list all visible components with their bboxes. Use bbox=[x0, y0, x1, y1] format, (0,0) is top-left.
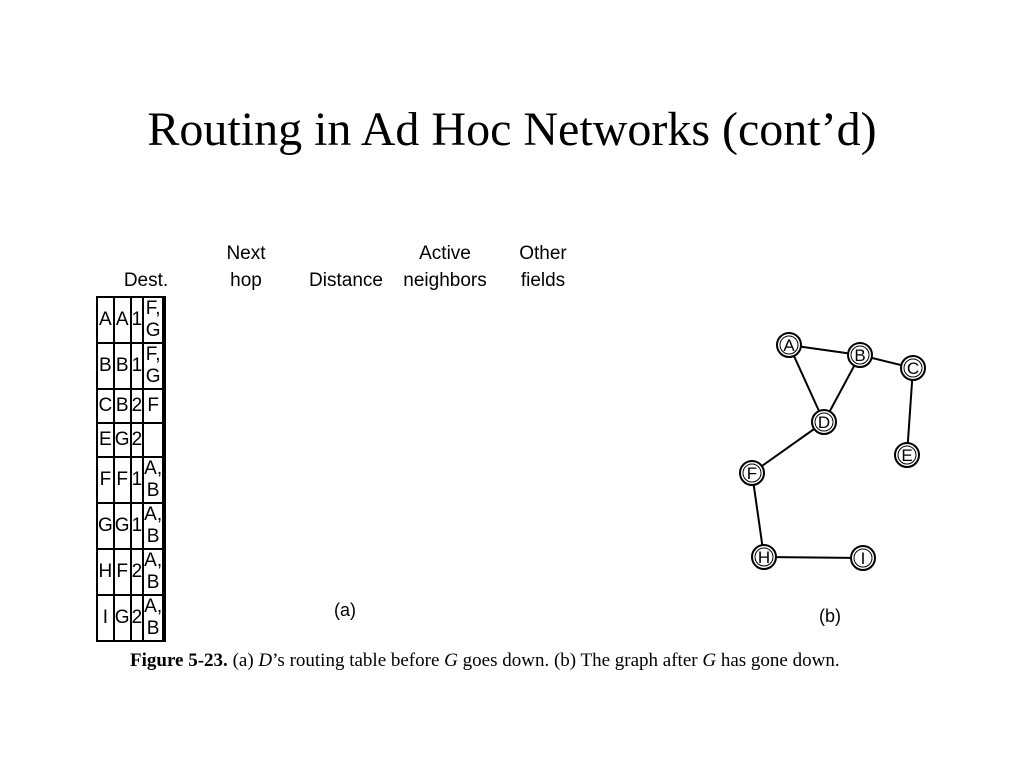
caption-text: goes down. (b) The graph after bbox=[457, 650, 703, 671]
table-cell: 2 bbox=[131, 595, 144, 641]
caption-node-g: G bbox=[702, 650, 717, 671]
table-cell: G bbox=[114, 595, 131, 641]
table-cell: B bbox=[97, 343, 114, 389]
figure-caption bbox=[130, 648, 920, 674]
table-row bbox=[97, 389, 165, 423]
table-cell: F, G bbox=[143, 343, 163, 389]
table-cell: B bbox=[114, 389, 131, 423]
table-cell: G bbox=[114, 503, 131, 549]
table-row bbox=[97, 549, 165, 595]
table-cell: G bbox=[114, 423, 131, 457]
table-row bbox=[97, 457, 165, 503]
table-cell: C bbox=[97, 389, 114, 423]
subfigure-b-caption: (b) bbox=[819, 606, 841, 626]
table-cell bbox=[163, 423, 165, 457]
graph-nodes bbox=[740, 333, 925, 570]
graph-node-f bbox=[740, 461, 764, 485]
graph-node-b bbox=[848, 343, 872, 367]
table-cell: F, G bbox=[143, 297, 163, 343]
network-graph bbox=[720, 320, 950, 590]
graph-edge-d-f bbox=[752, 422, 824, 473]
figure-number: Figure 5-23. bbox=[130, 650, 228, 671]
table-cell bbox=[163, 457, 165, 503]
graph-node-c bbox=[901, 356, 925, 380]
table-row bbox=[97, 297, 165, 343]
subfigure-a-caption: (a) bbox=[334, 600, 356, 620]
table-cell: A, B bbox=[144, 458, 163, 501]
table-cell: 1 bbox=[131, 503, 144, 549]
caption-text: has gone down. bbox=[716, 650, 840, 671]
table-cell: 1 bbox=[131, 343, 144, 389]
table-cell: 2 bbox=[131, 389, 144, 423]
caption-text: ’s routing table before bbox=[272, 650, 445, 671]
table-cell: F bbox=[143, 389, 163, 423]
table-row bbox=[97, 423, 165, 457]
caption-text: (a) bbox=[227, 650, 259, 671]
table-row bbox=[97, 595, 165, 641]
routing-table bbox=[96, 296, 166, 642]
table-row bbox=[97, 503, 165, 549]
table-cell: 2 bbox=[131, 549, 144, 595]
table-cell: A, B bbox=[144, 504, 163, 547]
column-header-other-fields: Other fields bbox=[519, 243, 567, 291]
table-cell: 1 bbox=[131, 297, 144, 343]
node-label: A bbox=[783, 336, 795, 355]
table-cell: A, B bbox=[144, 596, 163, 639]
column-header-active-neighbors: Active neighbors bbox=[403, 243, 487, 291]
node-label: D bbox=[817, 413, 831, 432]
table-cell bbox=[163, 549, 165, 595]
table-cell: 2 bbox=[131, 423, 144, 457]
graph-node-a bbox=[777, 333, 801, 357]
table-cell bbox=[163, 343, 165, 389]
graph-node-e bbox=[895, 443, 919, 467]
caption-node-g: G bbox=[444, 650, 458, 671]
column-header-next-hop: Next hop bbox=[226, 243, 266, 291]
column-header-dest: Dest. bbox=[123, 270, 169, 291]
table-cell: A, B bbox=[144, 550, 163, 593]
graph-node-h bbox=[752, 545, 776, 569]
caption-node-d: D bbox=[258, 650, 273, 671]
graph-node-i bbox=[851, 546, 875, 570]
table-cell: F bbox=[114, 549, 131, 595]
table-cell: A bbox=[97, 297, 114, 343]
table-cell: G bbox=[97, 503, 114, 549]
table-cell: F bbox=[97, 457, 114, 503]
node-label: F bbox=[746, 464, 758, 483]
column-header-distance: Distance bbox=[309, 270, 383, 291]
table-row bbox=[97, 343, 165, 389]
node-label: H bbox=[757, 548, 771, 567]
slide-title: Routing in Ad Hoc Networks (cont’d) bbox=[147, 103, 877, 156]
graph-edges bbox=[752, 345, 913, 558]
table-cell bbox=[163, 297, 165, 343]
table-cell bbox=[143, 423, 163, 457]
node-label: B bbox=[854, 346, 866, 365]
table-cell: B bbox=[114, 343, 131, 389]
graph-edge-h-i bbox=[764, 557, 863, 558]
node-label: I bbox=[860, 549, 866, 568]
table-cell: 1 bbox=[131, 457, 144, 503]
table-cell bbox=[163, 595, 165, 641]
table-cell: H bbox=[97, 549, 114, 595]
table-header-row bbox=[96, 232, 596, 294]
graph-edge-c-e bbox=[907, 368, 913, 455]
table-cell: F bbox=[114, 457, 131, 503]
table-cell: A bbox=[114, 297, 131, 343]
table-cell: I bbox=[97, 595, 114, 641]
node-label: E bbox=[901, 446, 913, 465]
table-cell bbox=[163, 503, 165, 549]
node-label: C bbox=[906, 359, 920, 378]
table-cell bbox=[163, 389, 165, 423]
graph-node-d bbox=[812, 410, 836, 434]
table-cell: E bbox=[97, 423, 114, 457]
